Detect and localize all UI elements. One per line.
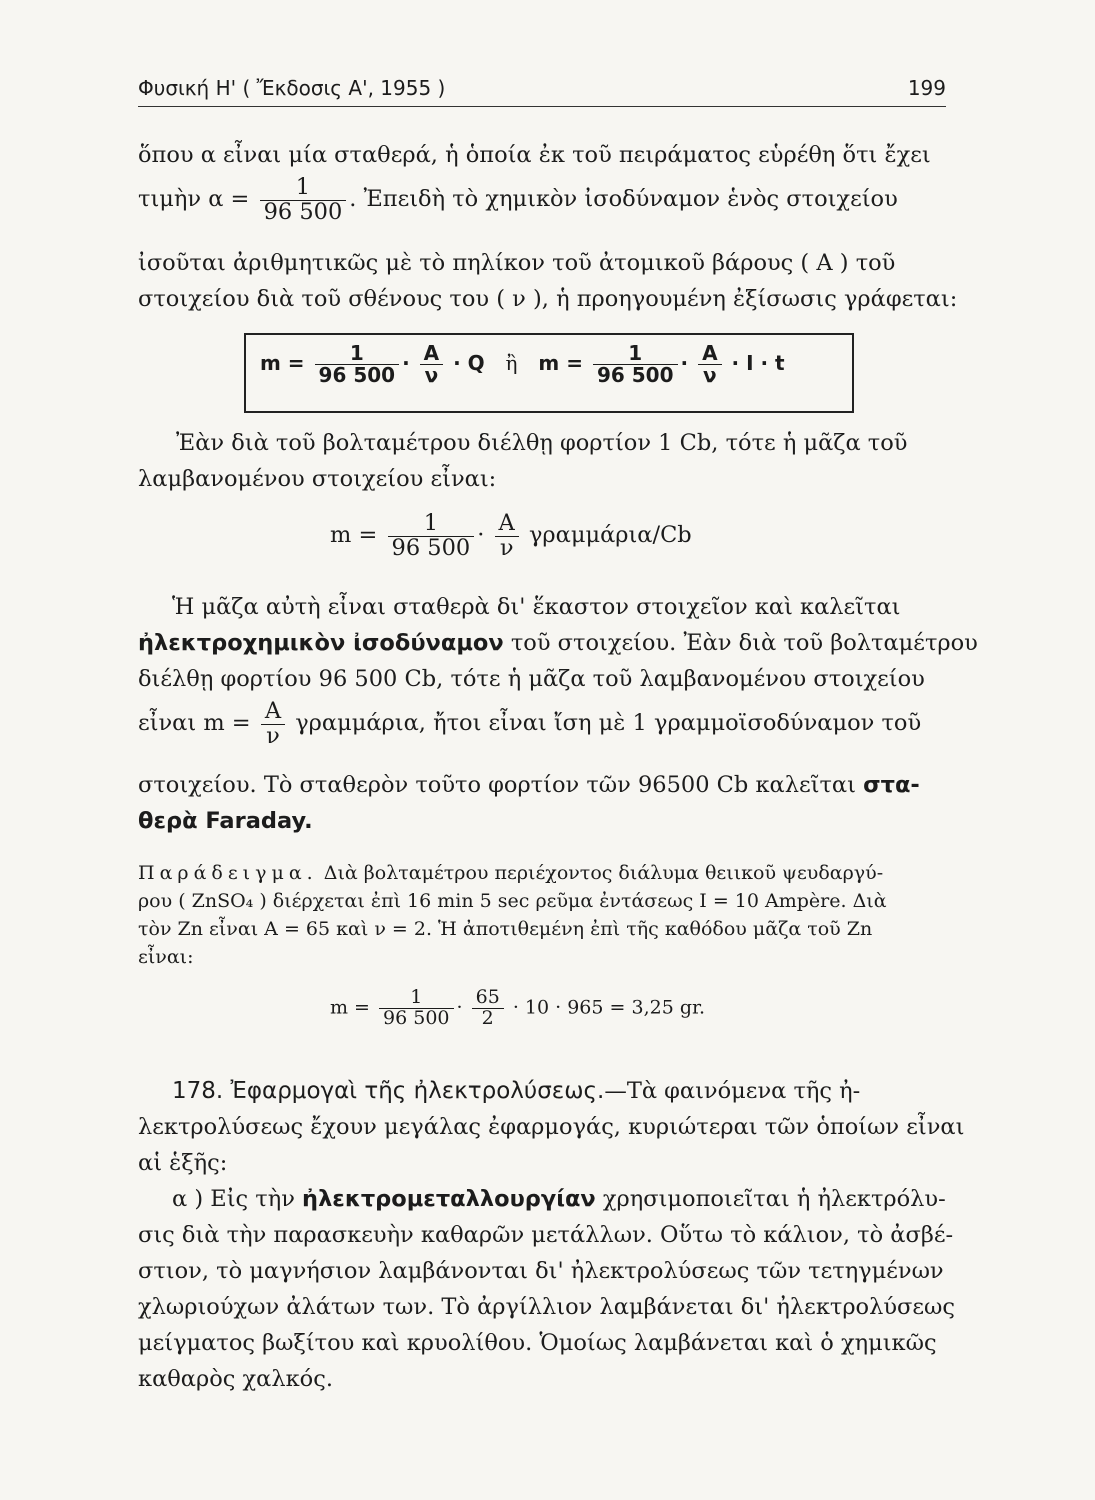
numerator: A: [423, 341, 440, 365]
formula-term: m =: [260, 351, 305, 375]
text: τιμὴν α =: [138, 186, 250, 213]
formula-term: m =: [538, 351, 583, 375]
denominator: 96 500: [388, 536, 475, 561]
boxed-formula: m = $\frac{1}{96 500}$ · $\frac{A}{\nu}$ · Q ἢ m = $\frac{1}{96 500}$ · $\frac{A}{\nu}$ · I · t: [244, 333, 854, 413]
denominator: 96 500: [593, 364, 678, 386]
numerator: A: [498, 510, 515, 536]
denominator: 2: [472, 1008, 504, 1029]
paragraph-line: [138, 808, 946, 834]
paragraph-line: αἱ ἑξῆς:: [138, 1150, 228, 1176]
text: Διὰ βολταμέτρου περιέχοντος διάλυμα θειικοῦ ψευδαργύ-: [317, 862, 884, 884]
example-label: Παράδειγμα.: [138, 862, 318, 884]
paragraph-line: [138, 772, 946, 798]
text: γραμμάρια, ἤτοι εἶναι ἴση μὲ 1 γραμμοϊσοδύναμον τοῦ: [295, 710, 922, 737]
paragraph-line: στοιχείου διὰ τοῦ σθένους του ( ν ), ἡ προηγουμένη ἐξίσωσις γράφεται:: [138, 286, 958, 312]
fraction: [315, 343, 400, 386]
formula-term: m =: [330, 522, 378, 549]
paragraph-line: στιον, τὸ μαγνήσιον λαμβάνονται δι' ἠλεκτρολύσεως τῶν τετηγμένων: [138, 1258, 944, 1284]
paragraph-line: σις διὰ τὴν παρασκευὴν καθαρῶν μετάλλων. Οὕτω τὸ κάλιον, τὸ ἀσβέ-: [138, 1222, 954, 1248]
numerator: 1: [349, 341, 364, 365]
text: στοιχείου. Τὸ σταθερὸν τοῦτο φορτίον τῶν 96500 Cb καλεῖται: [138, 772, 856, 798]
fraction: [420, 343, 443, 386]
paragraph-line: καθαρὸς χαλκός.: [138, 1366, 333, 1392]
numerator: A: [264, 698, 282, 724]
bold-term: ἠλεκτρομεταλλουργίαν: [302, 1186, 596, 1212]
alpha-definition-line: [138, 176, 946, 224]
text: τοῦ στοιχείου. Ἐὰν διὰ τοῦ βολταμέτρου: [503, 630, 978, 656]
formula-term: m =: [330, 996, 370, 1019]
text: χρησιμοποιεῖται ἡ ἠλεκτρόλυ-: [602, 1186, 946, 1212]
numerator: 65: [475, 986, 500, 1008]
paragraph-line: ὅπου α εἶναι μία σταθερά, ἡ ὁποία ἐκ τοῦ πειράματος εὑρέθη ὅτι ἔχει: [138, 142, 931, 168]
paragraph-line: χλωριούχων ἀλάτων των. Τὸ ἀργίλλιον λαμβάνεται δι' ἠλεκτρολύσεως: [138, 1294, 956, 1320]
text: —Τὰ φαινόμενα τῆς ἠ-: [604, 1078, 861, 1104]
numerator: 1: [423, 510, 439, 536]
formula-or: ἢ: [505, 351, 518, 375]
numerator: 1: [295, 174, 311, 200]
text: . Ἐπειδὴ τὸ χημικὸν ἰσοδύναμον ἑνὸς στοιχείου: [349, 186, 898, 213]
section-heading-line: [138, 1078, 946, 1104]
paragraph-line: ἰσοῦται ἀριθμητικῶς μὲ τὸ πηλίκον τοῦ ἀτομικοῦ βάρους ( A ) τοῦ: [138, 250, 896, 276]
numerator: 1: [410, 986, 423, 1008]
paragraph-line: μείγματος βωξίτου καὶ κρυολίθου. Ὁμοίως λαμβάνεται καὶ ὁ χημικῶς: [138, 1330, 937, 1356]
paragraph-line: [138, 700, 946, 748]
fraction-alpha: [260, 176, 347, 224]
bold-term: θερὰ Faraday.: [138, 808, 313, 834]
example-line: ρου ( ZnSO₄ ) διέρχεται ἐπὶ 16 min 5 sec ρεῦμα ἐντάσεως I = 10 Ampère. Διὰ: [138, 890, 887, 912]
fraction: [593, 343, 678, 386]
fraction: [379, 988, 453, 1029]
section-heading: 178. Ἐφαρμογαὶ τῆς ἠλεκτρολύσεως.: [172, 1078, 605, 1104]
paragraph-line: λεκτρολύσεως ἔχουν μεγάλας ἐφαρμογάς, κυριώτεραι τῶν ὁποίων εἶναι: [138, 1114, 965, 1140]
formula-term: · I · t: [731, 351, 785, 375]
text: α ) Εἰς τὴν: [172, 1186, 295, 1212]
denominator: ν: [495, 536, 519, 561]
bold-term: ἠλεκτροχημικὸν ἰσοδύναμον: [138, 630, 504, 656]
numerator: 1: [628, 341, 643, 365]
text: εἶναι m =: [138, 710, 251, 737]
fraction: [698, 343, 721, 386]
paragraph-line: λαμβανομένου στοιχείου εἶναι:: [138, 466, 497, 492]
paragraph-line: [138, 1186, 946, 1212]
paragraph-line: [138, 630, 978, 656]
denominator: 96 500: [260, 200, 347, 225]
fraction: [472, 988, 504, 1029]
denominator: ν: [698, 364, 721, 386]
formula-electrochemical: m = $\frac{1}{96 500}$ · $\frac{A}{\nu}$ γραμμάρια/Cb: [330, 510, 692, 561]
formula-term: · 10 · 965 = 3,25 gr.: [512, 996, 706, 1019]
example-line: τὸν Zn εἶναι A = 65 καὶ ν = 2. Ἡ ἀποτιθεμένη ἐπὶ τῆς καθόδου μᾶζα τοῦ Zn: [138, 918, 873, 940]
fraction: [261, 700, 285, 748]
formula-term: · Q: [453, 351, 485, 375]
paragraph-line: Ἐὰν διὰ τοῦ βολταμέτρου διέλθῃ φορτίον 1 Cb, τότε ἡ μᾶζα τοῦ: [176, 430, 908, 456]
paragraph-line: Ἡ μᾶζα αὐτὴ εἶναι σταθερὰ δι' ἕκαστον στοιχεῖον καὶ καλεῖται: [172, 594, 901, 620]
fraction: [495, 512, 519, 560]
fraction: [388, 512, 475, 560]
denominator: ν: [420, 364, 443, 386]
denominator: 96 500: [379, 1008, 453, 1029]
example-formula: m = $\frac{1}{96 500}$ · $\frac{65}{2}$ · 10 · 965 = 3,25 gr.: [330, 986, 706, 1029]
page-number: 199: [907, 76, 946, 100]
numerator: A: [702, 341, 718, 365]
denominator: ν: [261, 724, 285, 749]
example-line: εἶναι:: [138, 946, 194, 968]
bold-term: στα-: [863, 772, 920, 798]
denominator: 96 500: [315, 364, 400, 386]
header-title: Φυσική Η' ( Ἔκδοσις Α', 1955 ): [138, 76, 446, 100]
running-header: [138, 76, 946, 107]
example-line: [138, 858, 946, 888]
paragraph-line: διέλθῃ φορτίου 96 500 Cb, τότε ἡ μᾶζα τοῦ λαμβανομένου στοιχείου: [138, 666, 925, 692]
unit: γραμμάρια/Cb: [528, 522, 692, 549]
